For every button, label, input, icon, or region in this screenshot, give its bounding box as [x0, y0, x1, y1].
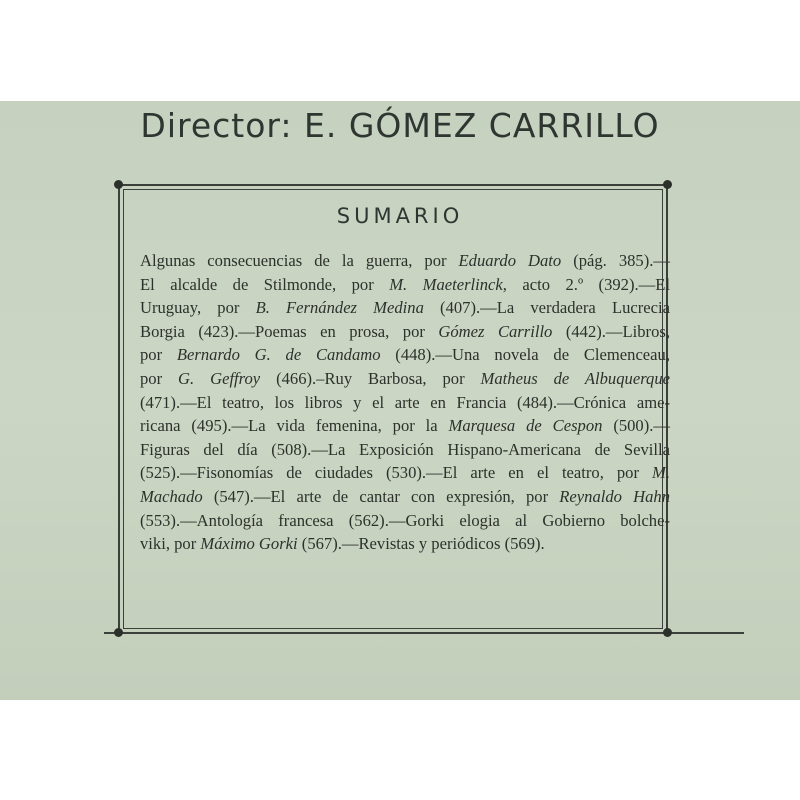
summary-text: (466).–Ruy Barbosa, por [260, 368, 481, 388]
summary-text: ricana (495).—La vida femenina, por la [140, 416, 449, 436]
director-heading: Director: E. GÓMEZ CARRILLO [140, 106, 660, 145]
summary-author: B. Fernández Medina [255, 298, 424, 318]
summary-line [140, 461, 670, 485]
summary-line [140, 485, 670, 509]
summary-line [140, 249, 670, 273]
summary-text: (448).—Una novela de Clemenceau, [380, 345, 670, 365]
summary-text: por [140, 368, 179, 388]
frame-ornament-top-left [114, 180, 123, 189]
frame-ornament-bottom-left [114, 628, 123, 637]
summary-author: M. Maeterlinck [389, 274, 503, 294]
summary-author: Gómez Carrillo [438, 321, 553, 341]
summary-text: (471).—El teatro, los libros y el arte en Francia (484).—Crónica ame- [140, 392, 670, 412]
frame-ornament-bottom-right [663, 628, 672, 637]
summary-text: por [140, 345, 177, 365]
summary-text: (500).— [602, 416, 671, 436]
summary-author: Marquesa de Cespon [448, 416, 603, 436]
summary-text: , acto 2.º (392).—El [502, 274, 670, 294]
summary-line [140, 296, 670, 320]
summary-text: El alcalde de Stilmonde, por [140, 274, 390, 294]
summary-line [140, 273, 670, 297]
summary-line [140, 414, 670, 438]
summary-author: M. [652, 463, 670, 483]
frame-ornament-top-right [663, 180, 672, 189]
summary-line [140, 367, 670, 391]
summary-author: Matheus de Albuquerque [480, 368, 670, 388]
summary-line [140, 391, 670, 415]
summary-line [140, 438, 670, 462]
summary-text: (pág. 385).— [561, 251, 670, 270]
summary-line [140, 509, 670, 533]
summary-line [140, 343, 670, 367]
summary-author: G. Geffroy [178, 368, 261, 388]
summary-text: (547).—El arte de cantar con expresión, por [202, 486, 560, 506]
summary-author: Eduardo Dato [458, 251, 562, 270]
summary-text: Algunas consecuencias de la guerra, por [140, 251, 459, 270]
summary-text: (525).—Fisonomías de ciudades (530).—El arte en el teatro, por [140, 463, 653, 483]
summary-line [140, 532, 670, 556]
summary-text: Borgia (423).—Poemas en prosa, por [140, 321, 439, 341]
summary-text: (553).—Antología francesa (562).—Gorki elogia al Gobierno bolche- [140, 510, 670, 530]
summary-body [140, 249, 670, 556]
summary-author: Bernardo G. de Candamo [176, 345, 381, 365]
sumario-title: SUMARIO [336, 204, 464, 228]
summary-author: Reynaldo Hahn [559, 486, 671, 506]
summary-text: (567).—Revistas y periódicos (569). [297, 534, 545, 554]
summary-text: viki, por [140, 534, 201, 554]
summary-author: Machado [140, 486, 203, 506]
summary-line [140, 320, 670, 344]
summary-text: Figuras del día (508).—La Exposición Hispano-Americana de Sevilla [140, 439, 670, 459]
summary-text: Uruguay, por [140, 298, 256, 318]
summary-text: (442).—Libros, [552, 321, 670, 341]
summary-author: Máximo Gorki [200, 534, 298, 554]
summary-text: (407).—La verdadera Lucrecia [423, 298, 670, 318]
